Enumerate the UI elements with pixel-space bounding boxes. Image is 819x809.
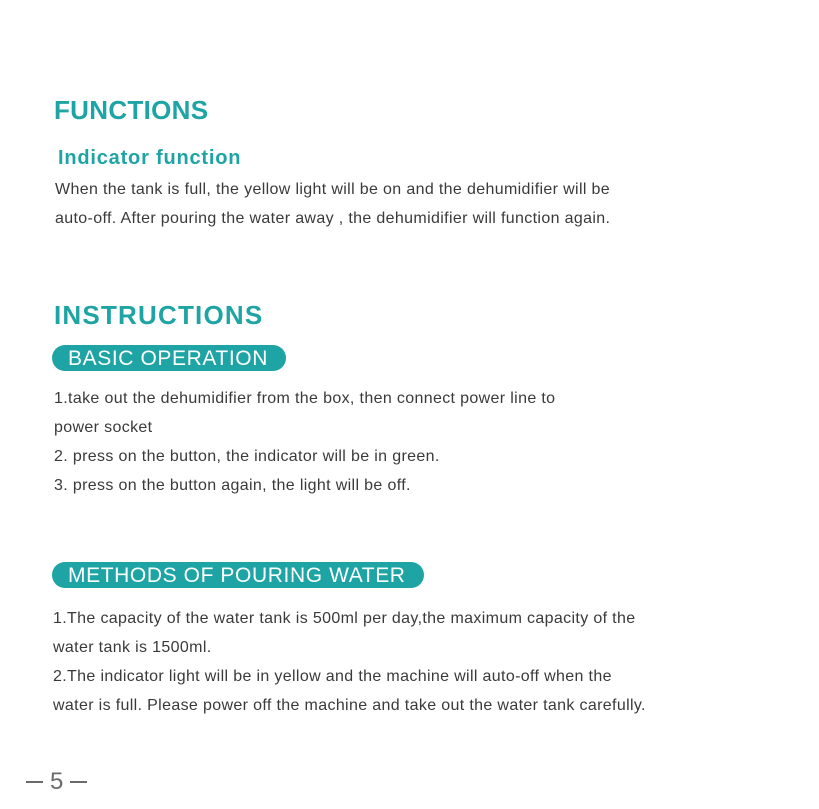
step-line: 1.The capacity of the water tank is 500ml per day,the maximum capacity of the [53, 610, 636, 627]
pouring-water-label: METHODS OF POURING WATER [52, 562, 424, 588]
step-line: power socket [54, 419, 153, 436]
text-line: auto-off. After pouring the water away , the dehumidifier will function again. [55, 210, 611, 227]
step-line: 2.The indicator light will be in yellow and the machine will auto-off when the [53, 668, 612, 685]
step-line: water is full. Please power off the machine and take out the water tank carefully. [53, 697, 646, 714]
page-footer [26, 770, 87, 794]
footer-dash-left [26, 781, 43, 783]
functions-heading: FUNCTIONS [54, 95, 209, 125]
indicator-function-subheading: Indicator function [58, 147, 242, 169]
text-line: When the tank is full, the yellow light will be on and the dehumidifier will be [55, 181, 611, 198]
footer-dash-right [70, 781, 87, 783]
basic-operation-label: BASIC OPERATION [52, 345, 286, 371]
pouring-water-steps [53, 604, 646, 720]
instructions-heading: INSTRUCTIONS [54, 300, 264, 330]
basic-operation-steps [54, 384, 555, 500]
page-number: 5 [50, 768, 64, 795]
step-line: 1.take out the dehumidifier from the box, then connect power line to [54, 390, 556, 407]
indicator-function-text [55, 175, 610, 233]
step-line: 2. press on the button, the indicator will be in green. [54, 448, 440, 465]
step-line: water tank is 1500ml. [53, 639, 212, 656]
step-line: 3. press on the button again, the light will be off. [54, 477, 411, 494]
